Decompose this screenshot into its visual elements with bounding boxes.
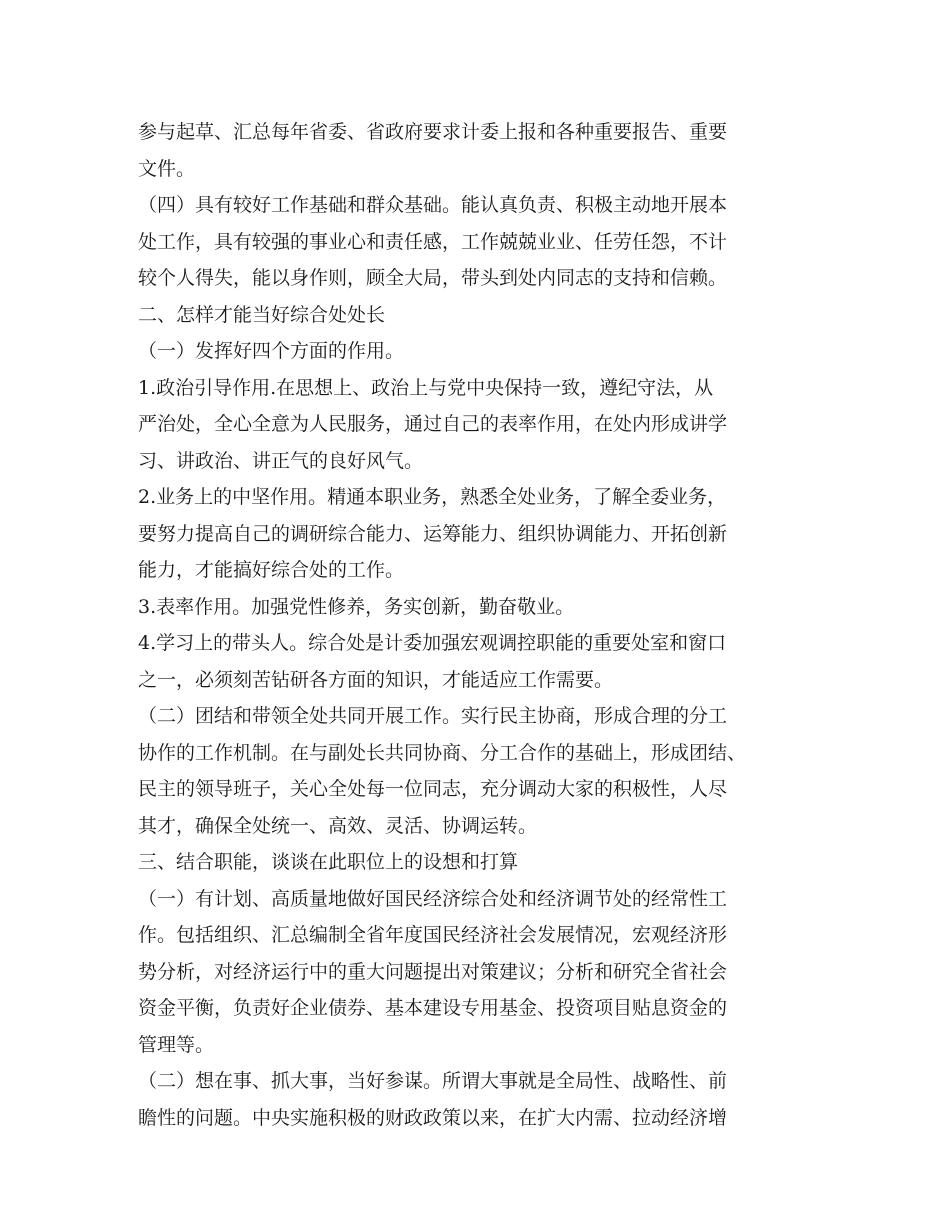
text-line: 资金平衡，负责好企业债券、基本建设专用基金、投资项目贴息资金的 (138, 997, 728, 1019)
text-line: （四）具有较好工作基础和群众基础。能认真负责、积极主动地开展本 (138, 194, 728, 216)
text-line: 瞻性的问题。中央实施积极的财政政策以来，在扩大内需、拉动经济增 (138, 1106, 728, 1129)
text-line: 管理等。 (138, 1033, 215, 1056)
text-line: 文件。 (138, 157, 196, 180)
text-line: 民主的领导班子，关心全处每一位同志，充分调动大家的积极性，人尽 (138, 778, 728, 800)
text-line: 2.业务上的中坚作用。精通本职业务，熟悉全处业务，了解全委业务， (138, 486, 727, 508)
section-heading: 二、怎样才能当好综合处处长 (138, 303, 386, 326)
text-line: 参与起草、汇总每年省委、省政府要求计委上报和各种重要报告、重要 (138, 121, 728, 143)
text-line: 严治处，全心全意为人民服务，通过自己的表率作用，在处内形成讲学 (138, 413, 728, 435)
text-line: 之一，必须刻苦钻研各方面的知识，才能适应工作需要。 (138, 668, 614, 691)
text-line: （一）有计划、高质量地做好国民经济综合处和经济调节处的经常性工 (138, 887, 728, 910)
document-body (138, 114, 838, 1136)
text-line: （二）团结和带领全处共同开展工作。实行民主协商，形成合理的分工 (138, 705, 728, 727)
section-heading: 三、结合职能，谈谈在此职位上的设想和打算 (138, 851, 519, 873)
text-line: 1.政治引导作用.在思想上、政治上与党中央保持一致，遵纪守法，从 (138, 376, 714, 399)
text-line: 3.表率作用。加强党性修养，务实创新，勤奋敬业。 (138, 595, 575, 618)
text-line: （二）想在事、抓大事，当好参谋。所谓大事就是全局性、战略性、前 (138, 1070, 728, 1092)
text-line: 作。包括组织、汇总编制全省年度国民经济社会发展情况，宏观经济形 (138, 924, 728, 946)
text-line: 协作的工作机制。在与副处长共同协商、分工合作的基础上，形成团结、 (138, 741, 747, 764)
text-line: 较个人得失，能以身作则，顾全大局，带头到处内同志的支持和信赖。 (138, 267, 728, 289)
subsection-heading: （一）发挥好四个方面的作用。 (138, 340, 405, 362)
text-line: 习、讲政治、讲正气的良好风气。 (138, 449, 424, 472)
text-line: 势分析，对经济运行中的重大问题提出对策建议；分析和研究全省社会 (138, 960, 728, 983)
text-line: 处工作，具有较强的事业心和责任感，工作兢兢业业、任劳任怨，不计 (138, 230, 728, 253)
text-line: 4.学习上的带头人。综合处是计委加强宏观调控职能的重要处室和窗口 (138, 632, 727, 654)
text-line: 其才，确保全处统一、高效、灵活、协调运转。 (138, 814, 538, 837)
text-line: 能力，才能搞好综合处的工作。 (138, 559, 405, 581)
text-line: 要努力提高自己的调研综合能力、运筹能力、组织协调能力、开拓创新 (138, 522, 728, 545)
